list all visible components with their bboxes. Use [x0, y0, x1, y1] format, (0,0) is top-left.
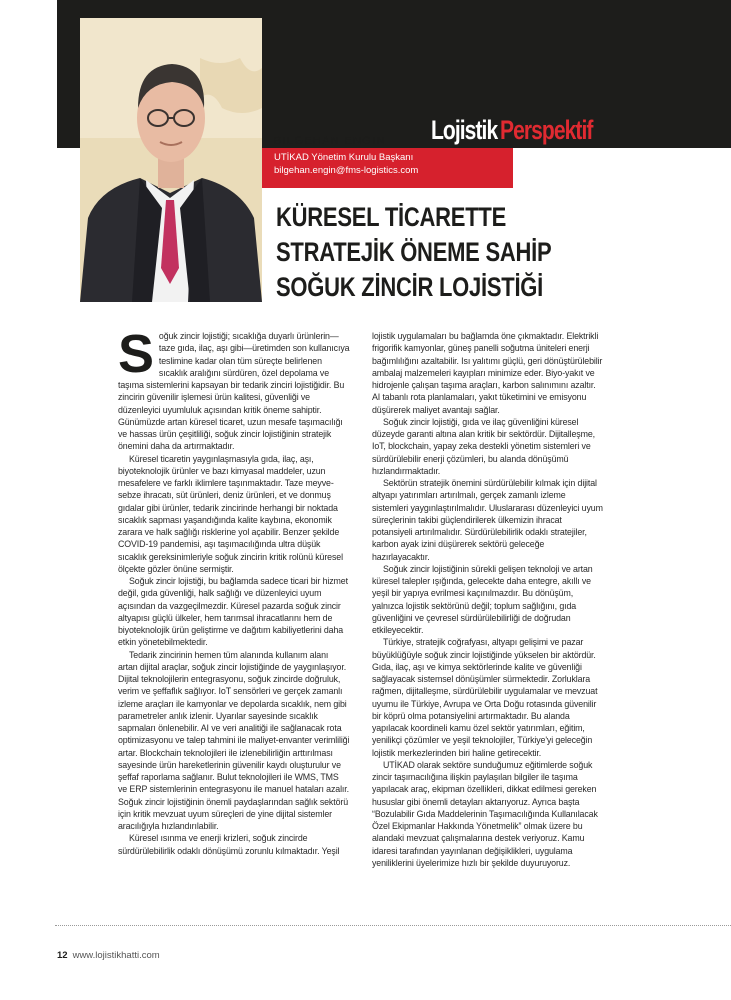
article-paragraph: UTİKAD olarak sektöre sunduğumuz eğitimlerde soğuk zincir taşımacılığına ilişkin paylaşılan bilgiler ile taşıma yapılacak araç, ekipman özellikleri, dikkat edilmesi gereken hususlar gibi önemli detayları aktarıyoruz. Ayrıca başta “Bozulabilir Gıda Maddelerinin Taşımacılığında Kullanılacak Özel Ekipmanlar Hakkında Yönetmelik” olmak üzere bu alandaki mevzuat çalışmalarına destek veriyoruz. Kamu idaresi tarafından yayınlanan değişiklikleri, uygulama yeniliklerini üyelerimize hızlı bir şekilde duyuruyoruz.: [372, 759, 598, 868]
author-block: [274, 134, 510, 177]
article-paragraph: lojistik uygulamaları bu bağlamda öne çıkmaktadır. Elektrikli frigorifik kamyonlar, güneş panelli soğutma üniteleri enerji bağımlılığını azaltabilir. Isı yalıtımı güçlü, geri dönüştürülebilir ambalaj malzemeleri kayıpları minimize eder. Biyo-yakıt ve hidrojenle çalışan taşıma araçları, karbon salınımını azaltır. AI tabanlı rota planlamaları, yakıt tüketimini ve emisyonu düşürerek maliyet avantajı sağlar.: [372, 331, 603, 415]
footer-divider: [55, 925, 731, 926]
footer-url[interactable]: www.lojistikhatti.com: [72, 950, 160, 961]
author-role: UTİKAD Yönetim Kurulu Başkanı: [274, 152, 414, 163]
page-footer: [57, 950, 160, 961]
author-email[interactable]: bilgehan.engin@fms-logistics.com: [274, 165, 419, 176]
page-number: 12: [57, 950, 68, 961]
drop-cap: S: [118, 324, 154, 384]
article-paragraph: Türkiye, stratejik coğrafyası, altyapı gelişimi ve pazar büyüklüğüyle soğuk zincir lojistiğinde yükselen bir aktördür. Gıda, ilaç, aşı ve kimya sektörlerinde kalite ve güvenliği sağlayacak sistemsel dönüşümler sürmektedir. Zorluklara rağmen, dijitalleşme, sürdürülebilir uygulamalar ve mevzuat uyumu ile Türkiye, Avrupa ve Orta Doğu rotasında güvenilir bir köprü olma potansiyelini artırmaktadır. Bu alanda yapılacak koordineli kamu özel sektör yatırımları, eğitim, yenilikçi çözümler ve yeşil teknolojiler, Türkiye'yi geleceğin lojistik merkezlerinden biri haline getirecektir.: [372, 637, 598, 758]
article-paragraph: Tedarik zincirinin hemen tüm alanında kullanım alanı artan dijital araçlar, soğuk zincir lojistiğinde de yaygınlaşıyor. Dijital teknolojilerin entegrasyonu, soğuk zincirde doğruluk, verim ve şeffaflık sağlıyor. IoT sensörleri ve gerçek zamanlı izleme araçları ile kamyonlar ve depolarda sıcaklık, nem gibi parametreler anlık izlenir. Uyarılar sayesinde sıcaklık sapmaları önlenebilir. AI ve veri analitiği ile sağlanacak rota optimizasyonu ve talep tahmini ile maliyet-envanter verimliliği artar. Blockchain teknolojileri ile izlenebilirliğin arttırılması sayesinde ürün hareketlerinin güvenilir kaydı oluşturulur ve şeffaf raporlama sağlanır. Bulut teknolojileri ile WMS, TMS ve ERP sistemlerinin entegrasyonu ile manuel hataları azalır. Soğuk zincir lojistiğinin önemli paydaşlarından sağlık sektörü için kritik mevzuat uyum süreçleri de yine dijital sistemler aracılığıyla hızlandırılabilir.: [118, 649, 350, 831]
headline-line-2: STRATEJİK ÖNEME SAHİP: [276, 237, 552, 267]
author-photo: [80, 18, 262, 302]
article-paragraph: Soğuk zincir lojistiği, bu bağlamda sadece ticari bir hizmet değil, gıda güvenliği, halk sağlığı ve düzenleyici uyum açısından da vazgeçilmezdir. Küresel pazarda soğuk zincir altyapısı güçlü ülkeler, hem tarımsal ihracatlarını hem de biyoteknolojik ürün geliştirme ve dağıtım kabiliyetlerini daha etkin yönetebilmektedir.: [118, 576, 348, 648]
author-name: BİLGEHAN ENGİN: [274, 135, 386, 147]
section-title-word2: Perspektif: [499, 115, 593, 145]
headline-line-3: SOĞUK ZİNCİR LOJİSTİĞİ: [276, 272, 544, 302]
headline-line-1: KÜRESEL TİCARETTE: [276, 202, 507, 232]
article-paragraph: Soğuk zincir lojistiğinin sürekli gelişen teknoloji ve artan küresel talepler ışığında, gelecekte daha entegre, akıllı ve yeşil bir yapıya evrilmesi kaçınılmazdır. Bu dönüşüm, yalnızca lojistik sektörünü değil; toplum sağlığını, gıda güvenliğini ve çevresel sürdürülebilirliği de doğrudan etkileyecektir.: [372, 563, 593, 635]
article-column-left: [118, 324, 350, 857]
article-paragraph: Küresel ticaretin yaygınlaşmasıyla gıda, ilaç, aşı, biyoteknolojik ürünler ve bazı kimyasal maddeler, uzun mesafelere ve farklı iklimlere taşınmaktadır. Taze meyve-sebze ihracatı, süt ürünleri, deniz ürünleri, et ve donmuş gıdalar gibi ürünler, tedarik zincirinde herhangi bir noktada sıcaklık sapması yaşandığında kalite kaybına, ekonomik zarara ve halk sağlığı risklerine yol açabilir. Benzer şekilde COVID-19 pandemisi, aşı taşımacılığında ultra düşük sıcaklık gereksinimleriyle soğuk zincirin kritik rolünü küresel ölçekte gözler önüne sermiştir.: [118, 453, 343, 574]
article-paragraph: Soğuk zincir lojistiği, gıda ve ilaç güvenliğini küresel düzeyde garanti altına alan kritik bir sektördür. Dijitalleşme, IoT, blockchain, yapay zeka destekli yönetim sistemleri ve sürdürülebilir enerji çözümleri, bu alanda dönüşümü hızlandırmaktadır.: [372, 416, 595, 476]
article-paragraph: Sektörün stratejik önemini sürdürülebilir kılmak için dijital altyapı yatırımları artırılmalı, gerçek zamanlı izleme sistemleri yaygınlaştırılmalıdır. Uluslararası düzenleyici uyum süreçlerinin takibi güçlendirilerek ülkemizin ihracat potansiyeli artırılmalıdır. Sürdürülebilirlik odaklı stratejiler, karbon ayak izini düşürerek sektörü geleceğe hazırlayacaktır.: [372, 478, 603, 562]
article-paragraph: Soğuk zincir lojistiği; sıcaklığa duyarlı ürünlerin— taze gıda, ilaç, aşı gibi—üretimden son kullanıcıya teslimine kadar olan tüm süreçte belirlenen sıcaklık aralığını sürdüren, özel depolama ve taşıma sistemlerini kapsayan bir tedarik zinciri lojistiğidir. Bu zincirin güvenilir işlemesi ürün kalitesi, güvenliği ve düzenleyici uyumluluk açısından kritik öneme sahiptir. Günümüzde artan küresel ticaret, uzun mesafe taşımacılığı ve hassas ürün çeşitliliği, soğuk zincir lojistiğinin stratejik önemini daha da artırmaktadır.: [118, 324, 350, 452]
section-title-word1: Lojistik: [431, 115, 498, 145]
article-column-right: [372, 330, 604, 869]
article-paragraph: Küresel ısınma ve enerji krizleri, soğuk zincirde sürdürülebilirlik odaklı dönüşümü zorunlu kılmaktadır. Yeşil: [118, 833, 340, 856]
article-headline: [276, 200, 706, 305]
